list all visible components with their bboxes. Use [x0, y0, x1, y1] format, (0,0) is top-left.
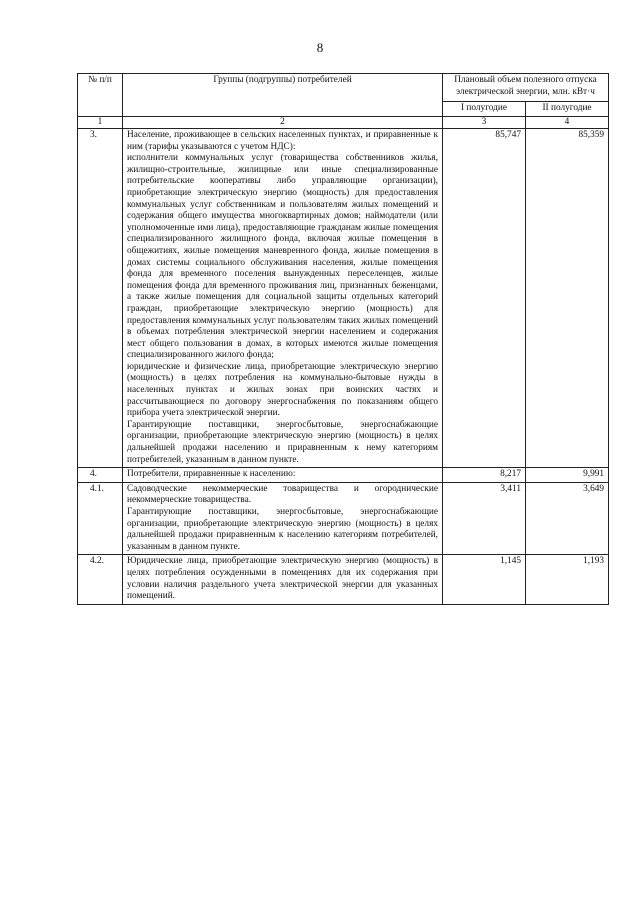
row-paragraph: Юридические лица, приобретающие электрическую энергию (мощность) в целях потребления осужденными в помещениях для их содержания при условии наличия раздельного учета электрической энергии для указанных помещений.	[127, 556, 438, 602]
row-paragraph: юридические и физические лица, приобретающие электрическую энергию (мощность) в целях потребления на коммунально-бытовые нужды в населенных пунктах и жилых зонах при воинских частях и рассчитывающиеся по договору энергоснабжения по показаниям общего прибора учета электрической энергии.	[127, 361, 438, 419]
row-half2-value: 3,649	[526, 482, 609, 555]
row-paragraph: исполнители коммунальных услуг (товарищества собственников жилья, жилищно-строительные, жилищные или иные специализированные потребительские кооперативы либо управляющие организации), приобретающие электрическую энергию (мощность) для предоставления коммунальных услуг собственникам и пользователям жилых помещений и содержания общего имущества многоквартирных домов; наймодатели (или уполномоченные ими лица), предоставляющие гражданам жилые помещения специализированного жилищного фонда, включая жилые помещения в общежитиях, жилые помещения маневренного фонда, жилые помещения в домах системы социального обслуживания населения, жилые помещения фонда для временного поселения вынужденных переселенцев, жилые помещения фонда для временного проживания лиц, признанных беженцами, а также жилые помещения для социальной защиты отдельных категорий граждан, приобретающие электрическую энергию (мощность) для предоставления коммунальных услуг пользователям таких жилых помещений в объемах потребления электрической энергии населением и содержания мест общего пользования в домах, в которых имеются жилые помещения специализированного жилого фонда;	[127, 153, 438, 361]
table-row	[78, 468, 609, 483]
row-number: 4.	[78, 468, 123, 483]
header-num: № п/п	[78, 74, 123, 117]
row-half2-value: 1,193	[526, 555, 609, 604]
row-description	[123, 129, 443, 468]
row-number: 3.	[78, 129, 123, 468]
row-description	[123, 555, 443, 604]
row-paragraph: Садоводческие некоммерческие товарищества и огороднические некоммерческие товарищества.	[127, 483, 438, 506]
row-half1-value: 3,411	[443, 482, 526, 555]
header-group: Группы (подгруппы) потребителей	[123, 74, 443, 117]
header-half1: I полугодие	[443, 101, 526, 116]
table-row	[78, 482, 609, 555]
row-half1-value: 85,747	[443, 129, 526, 468]
row-paragraph: Гарантирующие поставщики, энергосбытовые, энергоснабжающие организации, приобретающие электрическую энергию (мощность) в целях дальнейшей продажи приравненным к населению категориям потребителей, указанным в данном пункте.	[127, 507, 438, 552]
column-number: 4	[526, 117, 609, 129]
consumption-table	[77, 73, 609, 605]
column-number: 2	[123, 117, 443, 129]
row-half1-value: 8,217	[443, 468, 526, 483]
row-paragraph: Население, проживающее в сельских населенных пунктах, и приравненные к ним (тарифы указываются с учетом НДС):	[127, 130, 438, 152]
column-number: 1	[78, 117, 123, 129]
table-row	[78, 129, 609, 468]
row-paragraph: Потребители, приравненные к населению:	[127, 469, 296, 480]
row-half2-value: 85,359	[526, 129, 609, 468]
row-half1-value: 1,145	[443, 555, 526, 604]
row-number: 4.1.	[78, 482, 123, 555]
page-number: 8	[316, 40, 324, 55]
table-header-row	[78, 74, 609, 102]
header-plan-volume: Плановый объем полезного отпуска электрической энергии, млн. кВт·ч	[443, 74, 609, 102]
row-number: 4.2.	[78, 555, 123, 604]
row-description	[123, 482, 443, 555]
row-paragraph: Гарантирующие поставщики, энергосбытовые, энергоснабжающие организации, приобретающие электрическую энергию (мощность) в целях дальнейшей продажи населению и приравненным к нему категориям потребителей, указанным в данном пункте.	[127, 419, 438, 465]
row-half2-value: 9,991	[526, 468, 609, 483]
header-half2: II полугодие	[526, 101, 609, 116]
column-number-row	[78, 117, 609, 129]
row-description	[123, 468, 443, 483]
table-row	[78, 555, 609, 604]
column-number: 3	[443, 117, 526, 129]
